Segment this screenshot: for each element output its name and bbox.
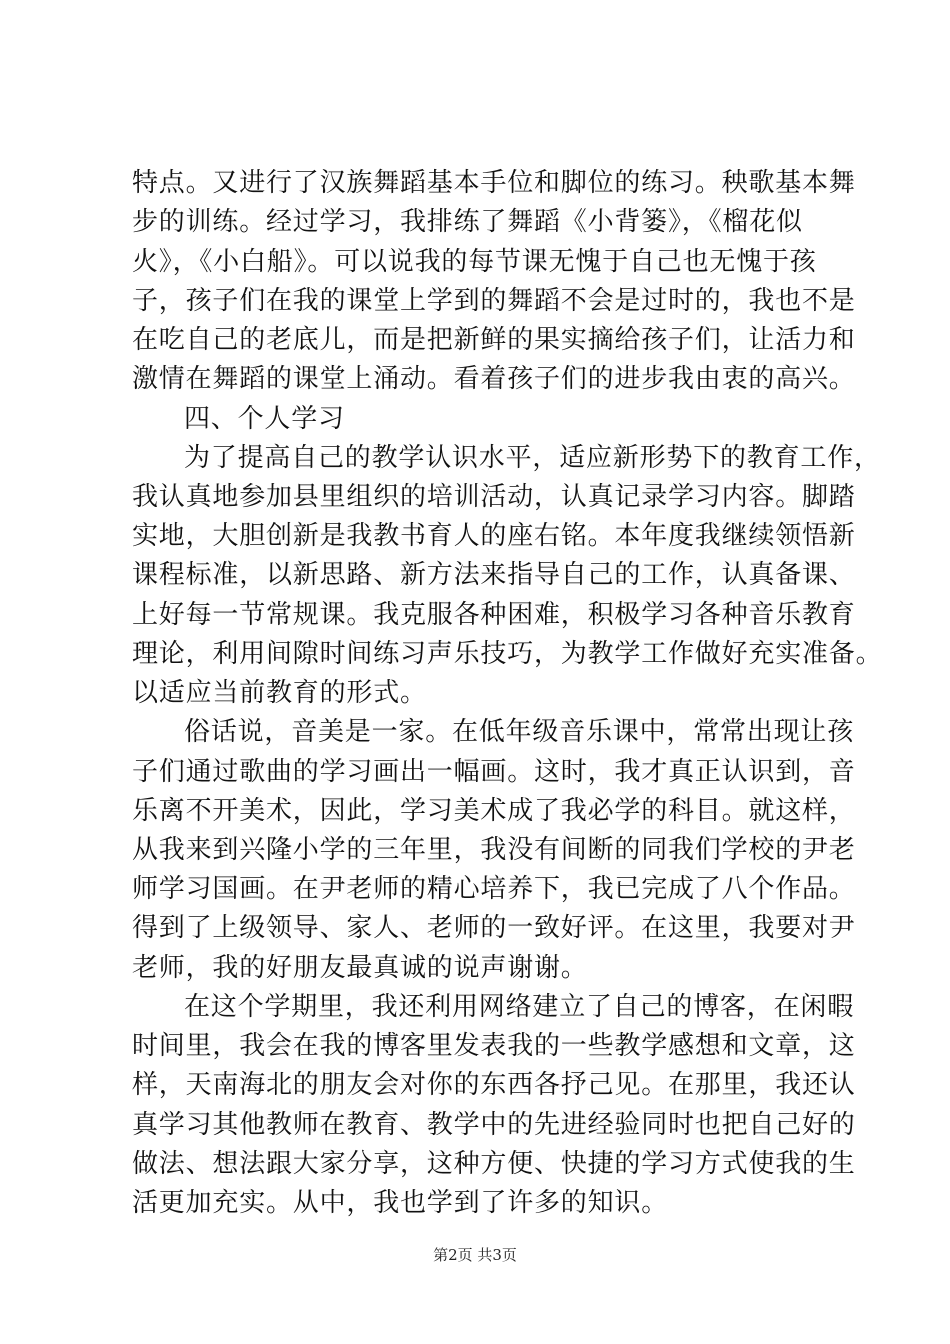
paragraph-line: 老师，我的好朋友最真诚的说声谢谢。 (132, 953, 588, 983)
paragraph-line: 步的训练。经过学习，我排练了舞蹈《小背篓》，《榴花似 (132, 207, 803, 237)
paragraph-line: 时间里，我会在我的博客里发表我的一些教学感想和文章，这 (132, 1031, 856, 1061)
paragraph-line: 真学习其他教师在教育、教学中的先进经验同时也把自己好的 (132, 1110, 856, 1140)
paragraph-line: 在吃自己的老底儿，而是把新鲜的果实摘给孩子们，让活力和 (132, 325, 856, 355)
paragraph-line: 俗话说，音美是一家。在低年级音乐课中，常常出现让孩 (184, 717, 855, 747)
paragraph-line: 子们通过歌曲的学习画出一幅画。这时，我才真正认识到，音 (132, 757, 856, 787)
paragraph-line: 在这个学期里，我还利用网络建立了自己的博客，在闲暇 (184, 992, 855, 1022)
paragraph-line: 得到了上级领导、家人、老师的一致好评。在这里，我要对尹 (132, 913, 856, 943)
paragraph-line: 子，孩子们在我的课堂上学到的舞蹈不会是过时的，我也不是 (132, 286, 856, 316)
section-heading: 四、个人学习 (184, 404, 345, 434)
paragraph-line: 火》，《小白船》。可以说我的每节课无愧于自己也无愧于孩 (132, 247, 817, 277)
paragraph-line: 活更加充实。从中，我也学到了许多的知识。 (132, 1188, 669, 1218)
paragraph-line: 我认真地参加县里组织的培训活动，认真记录学习内容。脚踏 (132, 482, 856, 512)
paragraph-line: 实地，大胆创新是我教书育人的座右铭。本年度我继续领悟新 (132, 521, 856, 551)
paragraph-line: 特点。又进行了汉族舞蹈基本手位和脚位的练习。秧歌基本舞 (132, 168, 856, 198)
paragraph-line: 师学习国画。在尹老师的精心培养下，我已完成了八个作品。 (132, 874, 856, 904)
paragraph-line: 乐离不开美术，因此，学习美术成了我必学的科目。就这样， (132, 796, 856, 826)
paragraph-line: 上好每一节常规课。我克服各种困难，积极学习各种音乐教育 (132, 600, 856, 630)
paragraph-line: 为了提高自己的教学认识水平，适应新形势下的教育工作， (184, 443, 881, 473)
paragraph-line: 激情在舞蹈的课堂上涌动。看着孩子们的进步我由衷的高兴。 (132, 364, 856, 394)
paragraph-line: 做法、想法跟大家分享，这种方便、快捷的学习方式使我的生 (132, 1149, 856, 1179)
page-number-footer: 第2页 共3页 (433, 1246, 517, 1264)
paragraph-line: 从我来到兴隆小学的三年里，我没有间断的同我们学校的尹老 (132, 835, 856, 865)
paragraph-line: 课程标准，以新思路、新方法来指导自己的工作，认真备课、 (132, 560, 856, 590)
paragraph-line: 以适应当前教育的形式。 (132, 678, 427, 708)
paragraph-line: 理论，利用间隙时间练习声乐技巧，为教学工作做好充实准备。 (132, 639, 883, 669)
paragraph-line: 样，天南海北的朋友会对你的东西各抒己见。在那里，我还认 (132, 1070, 856, 1100)
